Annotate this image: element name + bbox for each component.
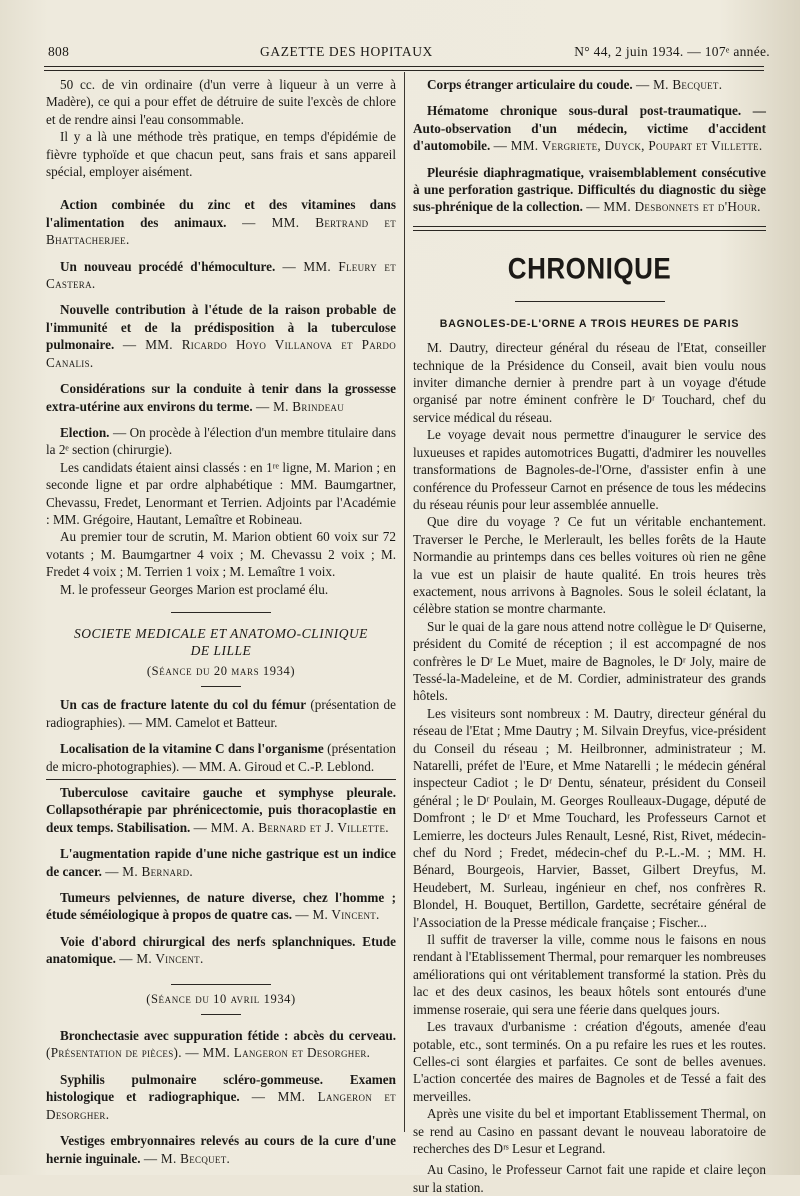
society-name-line1: SOCIETE MEDICALE ET ANATOMO-CLINIQUE	[74, 625, 368, 641]
issue-info: N° 44, 2 juin 1934. — 107ᵉ année.	[574, 44, 770, 59]
article-paragraph: Les travaux d'urbanisme : création d'égouts, amenée d'eau potable, etc., sont terminés. On a pu refaire les rues et les routes. Celles-ci sont élargies et parfaites. Ce sont de belles avenues. L'action concertée des maires de Bagnoles et de Tessé a fait des merveilles.	[413, 1019, 766, 1104]
article-paragraph: Au Casino, le Professeur Carnot fait une rapide et claire leçon sur la station.	[413, 1162, 766, 1195]
communication-entry	[46, 1027, 396, 1062]
entry-authors: — MM. Ricardo Hoyo Villanova et Pardo Canalis.	[46, 337, 396, 370]
rule	[46, 779, 396, 780]
article-paragraph: Il suffit de traverser la ville, comme nous le faisons en nous rendant à l'Etablissement Thermal, pour remarquer les nombreuses améliorations qui ont véritablement transformé la station. Près du lac et des deux casinos, les beaux hôtels sont entourés d'une immense roseraie, qui sera une féerie dans quelques jours.	[413, 932, 766, 1017]
column-separator	[404, 72, 405, 1132]
entry-title: Vestiges embryonnaires relevés au cours de la cure d'une hernie inguinale.	[46, 1133, 396, 1166]
article-paragraph: Que dire du voyage ? Ce fut un véritable enchantement. Traverser le Perche, le Merlerault, les belles forêts de la Haute Normandie au printemps dans ces belles voitures où rien ne gêne la vue est un plaisir de haute qualité. En trois heures très exactement, nous arrivons à Bagnoles. Sous le soleil éclatant, la célèbre station se montre charmante.	[413, 514, 766, 617]
communication-entry	[46, 1132, 396, 1167]
election-paragraph	[46, 424, 396, 459]
entry-title: Corps étranger articulaire du coude.	[427, 77, 633, 92]
communication-entry	[46, 740, 396, 775]
entry-authors: — MM. Vergriete, Duyck, Poupart et Villette.	[493, 138, 763, 154]
entry-title: Voie d'abord chirurgical des nerfs splanchniques. Etude anatomique.	[46, 933, 396, 967]
paragraph: M. le professeur Georges Marion est proclamé élu.	[60, 581, 329, 597]
entry-authors: — MM. Langeron et Desorgher.	[46, 1089, 396, 1122]
entry-title: Hématome chronique sous-dural post-traumatique. — Auto-observation d'un médecin, victime d'accident d'automobile.	[413, 103, 766, 154]
entry-title: Pleurésie diaphragmatique, vraisemblablement consécutive à une perforation gastrique. Difficultés du diagnostic du siège sus-phrénique de la collection.	[413, 164, 766, 215]
communication-entry	[46, 784, 396, 836]
entry-title: Un cas de fracture latente du col du fémur	[60, 697, 307, 713]
heading-underline	[515, 301, 665, 302]
communication-entry	[413, 102, 766, 154]
communication-entry	[46, 696, 396, 731]
entry-title: Syphilis pulmonaire scléro-gommeuse. Examen histologique et radiographique.	[46, 1071, 396, 1105]
page-number: 808	[48, 44, 70, 59]
entry-title: Action combinée du zinc et des vitamines dans l'alimentation des animaux.	[46, 197, 396, 230]
article-paragraph: Sur le quai de la gare nous attend notre collègue le Dʳ Quiserne, président du Comité de réception ; il est accompagné de nos confrères le Dʳ Le Muet, maire de Bagnoles, le Dʳ Joly, maire de Tessé-la-Madeleine, et de M. Cordier, administrateur des grands hôtels.	[413, 618, 766, 704]
left-column	[46, 76, 396, 1167]
entry-authors: — M. Brindeau	[256, 398, 344, 414]
entry-title: L'augmentation rapide d'une niche gastrique est un indice de cancer.	[46, 846, 396, 879]
entry-authors: — MM. Fleury et Castera.	[46, 258, 396, 292]
entry-title: Tuberculose cavitaire gauche et symphyse pleurale. Collapsothérapie par phrénicectomie, puis thoracoplastie en deux temps. Stabilisation.	[46, 785, 396, 835]
section-rule-thin	[413, 230, 766, 231]
communication-entry	[46, 845, 396, 880]
paragraph: Les candidats étaient ainsi classés : en 1ʳᵉ ligne, M. Marion ; en seconde ligne et par ordre alphabétique : MM. Baumgartner, Chevassu, Fredet, Lenormant et Terrien. Adjoints par l'Académie : MM. Grégoire, Hautant, Lemaître et Robineau.	[46, 459, 396, 527]
article-paragraph: Après une visite du bel et important Etablissement Thermal, on se rend au Casino en passant devant le nouveau laboratoire de recherches des Dʳˢ Lesur et Legrand.	[413, 1106, 766, 1156]
chronique-heading: CHRONIQUE	[507, 250, 672, 286]
communication-entry	[46, 933, 396, 968]
entry-authors: — MM. Desbonnets et d'Hour.	[586, 199, 761, 215]
short-divider	[201, 1014, 241, 1015]
entry-details: (présentation de radiographies). — MM. Camelot et Batteur.	[46, 697, 396, 730]
entry-title: Considérations sur la conduite à tenir dans la grossesse extra-utérine aux environs du terme.	[46, 381, 396, 414]
communication-entry	[46, 1071, 396, 1123]
entry-authors: — M. Vincent.	[119, 951, 204, 967]
journal-title: GAZETTE DES HOPITAUX	[260, 44, 433, 59]
paragraph: Il y a là une méthode très pratique, en temps d'épidémie de fièvre typhoïde et que chacun peut, sans frais et sans appareil spécial, employer aisément.	[46, 129, 396, 180]
election-title: Election.	[60, 424, 110, 440]
right-column	[413, 76, 766, 1196]
society-heading	[46, 625, 396, 659]
communication-entry	[46, 301, 396, 371]
entry-title: Un nouveau procédé d'hémoculture.	[60, 258, 276, 274]
entry-authors: — M. Becquet.	[143, 1150, 231, 1166]
entry-details: (Présentation de pièces). — MM. Langeron et Desorgher.	[46, 1045, 371, 1061]
entry-title: Bronchectasie avec suppuration fétide : abcès du cerveau.	[60, 1028, 396, 1044]
article-headline: BAGNOLES-DE-L'ORNE A TROIS HEURES DE PARIS	[439, 317, 740, 330]
communication-entry	[413, 76, 766, 93]
entry-authors: — M. Becquet.	[636, 77, 723, 92]
entry-title: Nouvelle contribution à l'étude de la raison probable de l'immunité et de la prédisposition à la tuberculose pulmonaire.	[46, 302, 396, 353]
entry-authors: — M. Vincent.	[295, 907, 380, 923]
seance-date: (Séance du 20 mars 1934)	[146, 663, 296, 678]
paragraph: Au premier tour de scrutin, M. Marion obtient 60 voix sur 72 votants ; M. Baumgartner 4 voix ; M. Chevassu 2 voix ; M. Fredet 4 voix ; M. Terrien 1 voix ; M. Lemaître 1 voix.	[46, 529, 396, 580]
seance-date: (Séance du 10 avril 1934)	[146, 991, 296, 1006]
entry-authors: — MM. A. Bernard et J. Villette.	[193, 819, 389, 835]
article-paragraph: M. Dautry, directeur général du réseau de l'Etat, conseiller technique de la Présidence du Conseil, avait bien voulu nous inviter dimanche dernier à prendre part à un voyage d'étude organisé par notre éminent confrère le Dʳ Touchard, chef du service médical du réseau.	[413, 340, 766, 425]
header-rule-thin	[44, 70, 764, 71]
entry-authors: — MM. Bertrand et Bhattacherjee.	[46, 214, 397, 248]
communication-entry	[46, 258, 396, 293]
paragraph: 50 cc. de vin ordinaire (d'un verre à liqueur à un verre à Madère), ce qui a pour effet de détruire de suite l'excès de chlore et de rendre ainsi l'eau consommable.	[46, 77, 396, 127]
communication-entry	[46, 380, 396, 415]
entry-title: Localisation de la vitamine C dans l'organisme	[60, 741, 324, 757]
section-divider	[171, 984, 271, 985]
article-paragraph: Le voyage devait nous permettre d'inaugurer le service des luxueuses et rapides automotrices Bugatti, d'admirer les nouvelles transformations de Bagnoles-de-l'Orne, d'assister enfin à une conférence du Professeur Carnot en présence de tous les médecins du réseau réunis pour leur assemblée annuelle.	[413, 427, 766, 512]
entry-details: (présentation de micro-photographies). — MM. A. Giroud et C.-P. Leblond.	[46, 741, 397, 774]
communication-entry	[46, 889, 396, 924]
communication-entry	[413, 164, 766, 216]
entry-authors: — M. Bernard.	[105, 863, 194, 879]
entry-title: Tumeurs pelviennes, de nature diverse, chez l'homme ; étude séméiologique à propos de quatre cas.	[46, 890, 396, 923]
article-paragraph: Les visiteurs sont nombreux : M. Dautry, directeur général du réseau de l'Etat ; Mme Dautry ; M. Silvain Dreyfus, vice-président du Conseil du réseau ; M. Heilbronner, administrateur ; M. Natarelli, préfet de l'Eure, et Mme Natarelli ; le médecin général inspecteur Cadiot ; le Dʳ Dentu, sénateur, président du Conseil général ; le Dʳ Poulain, M. Georges Roulleaux-Dugage, député de Domfront ; le Dʳ et Mme Touchard, les Professeurs Carnot et Lemierre, les docteurs Jules Renault, Lesné, Rist, Rivet, médecin-chef du Nord ; Fredet, médecin-chef du P.-L.-M. ; MM. H. Bénard, Bourgeois, Harvier, Basset, Gilbert Dreyfus, M. Heudebert, M. Surleau, ingénieur en chef, nos confrères R. Blondel, H. Bouquet, Bertillon, Gardette, secrétaire général de l'Association de la Presse médicale française ; Fischer...	[413, 705, 766, 930]
election-text: — On procède à l'élection d'un membre titulaire dans la 2ᵉ section (chirurgie).	[46, 424, 397, 458]
short-divider	[201, 686, 241, 687]
communication-entry	[46, 196, 396, 248]
header-rule	[44, 66, 764, 67]
society-name-line2: DE LILLE	[190, 642, 252, 658]
section-divider	[171, 612, 271, 613]
section-rule	[413, 226, 766, 227]
page-header	[30, 40, 770, 64]
